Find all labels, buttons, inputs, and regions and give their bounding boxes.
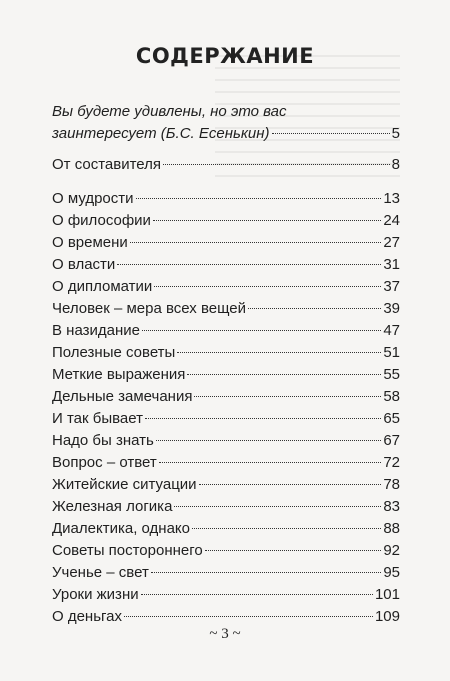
toc-page-number: 27 xyxy=(383,234,400,251)
leader-dots xyxy=(194,396,381,397)
leader-dots xyxy=(248,308,381,309)
toc-entry xyxy=(52,210,400,232)
toc-entry xyxy=(52,232,400,254)
toc-entry xyxy=(52,320,400,342)
toc-page-number: 65 xyxy=(383,410,400,427)
toc-entry-label: Полезные советы xyxy=(52,344,176,361)
toc-intro-line-1: Вы будете удивлены, но это вас xyxy=(52,103,287,120)
toc-entry-label: О власти xyxy=(52,256,116,273)
leader-dots xyxy=(141,594,373,595)
toc-entry xyxy=(52,364,400,386)
toc-page-number: 47 xyxy=(383,322,400,339)
toc-page-number: 88 xyxy=(383,520,400,537)
toc-entry-label: Уроки жизни xyxy=(52,586,139,603)
toc-entry xyxy=(52,452,400,474)
toc-page-number: 5 xyxy=(391,125,400,142)
toc-page-number: 72 xyxy=(383,454,400,471)
toc-entry-label: Надо бы знать xyxy=(52,432,154,449)
toc-page-number: 39 xyxy=(383,300,400,317)
toc-entry-preface xyxy=(52,154,400,176)
leader-dots xyxy=(159,462,382,463)
toc-page-number: 83 xyxy=(383,498,400,515)
toc-entry-label: И так бывает xyxy=(52,410,143,427)
toc-entry xyxy=(52,496,400,518)
toc-page-number: 95 xyxy=(383,564,400,581)
toc-entry xyxy=(52,540,400,562)
toc-entry-label: Человек – мера всех вещей xyxy=(52,300,247,317)
leader-dots xyxy=(156,440,381,441)
toc-entry-label: О философии xyxy=(52,212,151,229)
toc-entry xyxy=(52,254,400,276)
leader-dots xyxy=(272,133,390,134)
toc-entry xyxy=(52,188,400,210)
toc-page-number: 101 xyxy=(374,586,400,603)
toc-page-number: 51 xyxy=(383,344,400,361)
toc-entry-label: Железная логика xyxy=(52,498,173,515)
page-number: ~ 3 ~ xyxy=(209,626,241,642)
toc-entry-label: Советы постороннего xyxy=(52,542,203,559)
toc-entry-label: О времени xyxy=(52,234,128,251)
leader-dots xyxy=(174,506,381,507)
toc-entry-label: В назидание xyxy=(52,322,140,339)
leader-dots xyxy=(151,572,381,573)
toc-entry-label: Вопрос – ответ xyxy=(52,454,157,471)
toc-entry xyxy=(52,408,400,430)
toc-page-number: 109 xyxy=(374,608,400,625)
leader-dots xyxy=(153,220,381,221)
toc-entry-label: О деньгах xyxy=(52,608,123,625)
toc-entry-label: Ученье – свет xyxy=(52,564,149,581)
toc-entry xyxy=(52,342,400,364)
leader-dots xyxy=(136,198,382,199)
toc-entry xyxy=(52,430,400,452)
toc-page-number: 31 xyxy=(383,256,400,273)
leader-dots xyxy=(117,264,381,265)
toc-page-number: 13 xyxy=(383,190,400,207)
toc-entry-label: Дельные замечания xyxy=(52,388,193,405)
table-of-contents xyxy=(52,101,400,628)
toc-page-number: 8 xyxy=(391,156,400,173)
toc-entry xyxy=(52,584,400,606)
toc-page-number: 58 xyxy=(383,388,400,405)
toc-entry-label: Меткие выражения xyxy=(52,366,186,383)
leader-dots xyxy=(205,550,382,551)
toc-page-number: 67 xyxy=(383,432,400,449)
page-title: СОДЕРЖАНИЕ xyxy=(135,44,315,68)
toc-page-number: 78 xyxy=(383,476,400,493)
toc-entry xyxy=(52,518,400,540)
leader-dots xyxy=(145,418,381,419)
toc-entry-list xyxy=(52,188,400,628)
toc-entry-label: Житейские ситуации xyxy=(52,476,197,493)
toc-entry xyxy=(52,276,400,298)
toc-entry xyxy=(52,474,400,496)
leader-dots xyxy=(124,616,373,617)
toc-entry-label: О мудрости xyxy=(52,190,134,207)
toc-page-number: 37 xyxy=(383,278,400,295)
toc-entry xyxy=(52,298,400,320)
toc-page-number: 92 xyxy=(383,542,400,559)
leader-dots xyxy=(142,330,381,331)
leader-dots xyxy=(187,374,381,375)
toc-entry xyxy=(52,562,400,584)
toc-entry-label: От составителя xyxy=(52,156,162,173)
toc-intro-entry xyxy=(52,123,400,145)
toc-entry-label: О дипломатии xyxy=(52,278,153,295)
toc-entry xyxy=(52,386,400,408)
toc-page-number: 55 xyxy=(383,366,400,383)
leader-dots xyxy=(154,286,381,287)
leader-dots xyxy=(163,164,390,165)
toc-intro-line-2: заинтересует (Б.С. Есенькин) xyxy=(52,125,270,142)
leader-dots xyxy=(177,352,381,353)
leader-dots xyxy=(199,484,382,485)
leader-dots xyxy=(130,242,382,243)
toc-entry xyxy=(52,606,400,628)
toc-page-number: 24 xyxy=(383,212,400,229)
toc-entry-label: Диалектика, однако xyxy=(52,520,190,537)
leader-dots xyxy=(192,528,381,529)
